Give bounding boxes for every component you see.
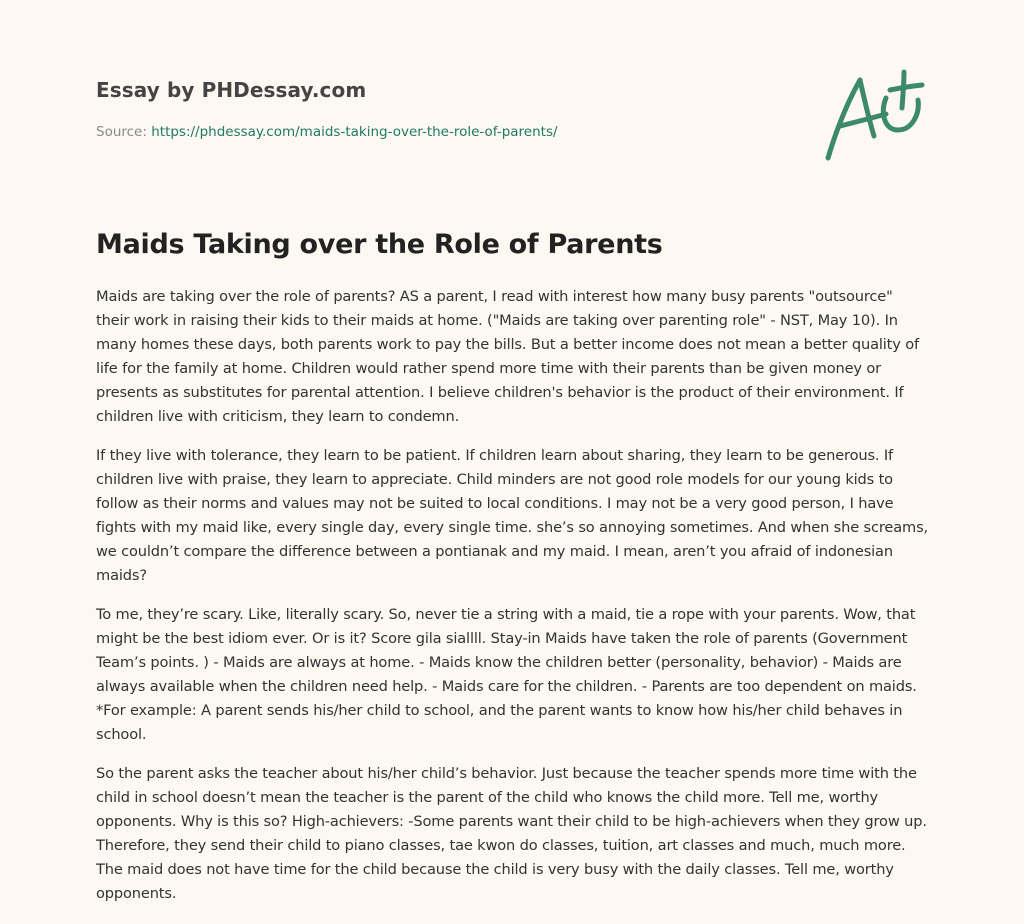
- source-line: [96, 123, 796, 141]
- essay-title: Maids Taking over the Role of Parents: [96, 229, 663, 260]
- essay-body: [96, 285, 930, 921]
- source-link[interactable]: https://phdessay.com/maids-taking-over-the-role-of-parents/: [151, 124, 558, 140]
- essay-paragraph: Maids are taking over the role of parents? AS a parent, I read with interest how many busy parents "outsource" their work in raising their kids to their maids at home. ("Maids are taking over parenting role" - NST, May 10). In many homes these days, both parents work to pay the bills. But a better income does not mean a better quality of life for the family at home. Children would rather spend more time with their parents than be given money or presents as substitutes for parental attention. I believe children's behavior is the product of their environment. If children live with criticism, they learn to condemn.: [96, 288, 919, 425]
- brand-title: Essay by PHDessay.com: [96, 78, 367, 102]
- site-header: [96, 76, 796, 141]
- essay-paragraph: So the parent asks the teacher about his/her child’s behavior. Just because the teacher spends more time with the child in school doesn’t mean the teacher is the parent of the child who knows the child more. Tell me, worthy opponents. Why is this so? High-achievers: -Some parents want their child to be high-achievers when they grow up. Therefore, they send their child to piano classes, tae kwon do classes, tuition, art classes and much, much more. The maid does not have time for the child because the child is very busy with the daily classes. Tell me, worthy opponents.: [96, 765, 927, 902]
- essay-paragraph: To me, they’re scary. Like, literally scary. So, never tie a string with a maid, tie a rope with your parents. Wow, that might be the best idiom ever. Or is it? Score gila siallll. Stay-in Maids have taken the role of parents (Government Team’s points. ) - Maids are always at home. - Maids know the children better (personality, behavior) - Maids are always available when the children need help. - Maids care for the children. - Parents are too dependent on maids. *For example: A parent sends his/her child to school, and the parent wants to know how his/her child behaves in school.: [96, 606, 917, 743]
- essay-paragraph: If they live with tolerance, they learn to be patient. If children learn about sharing, they learn to be generous. If children live with praise, they learn to appreciate. Child minders are not good role models for our young kids to follow as their norms and values may not be suited to local conditions. I may not be a very good person, I have fights with my maid like, every single day, every single time. she’s so annoying sometimes. And when she screams, we couldn’t compare the difference between a pontianak and my maid. I mean, aren’t you afraid of indonesian maids?: [96, 447, 929, 584]
- source-label: Source:: [96, 124, 152, 140]
- a-plus-logo-icon: [822, 68, 928, 164]
